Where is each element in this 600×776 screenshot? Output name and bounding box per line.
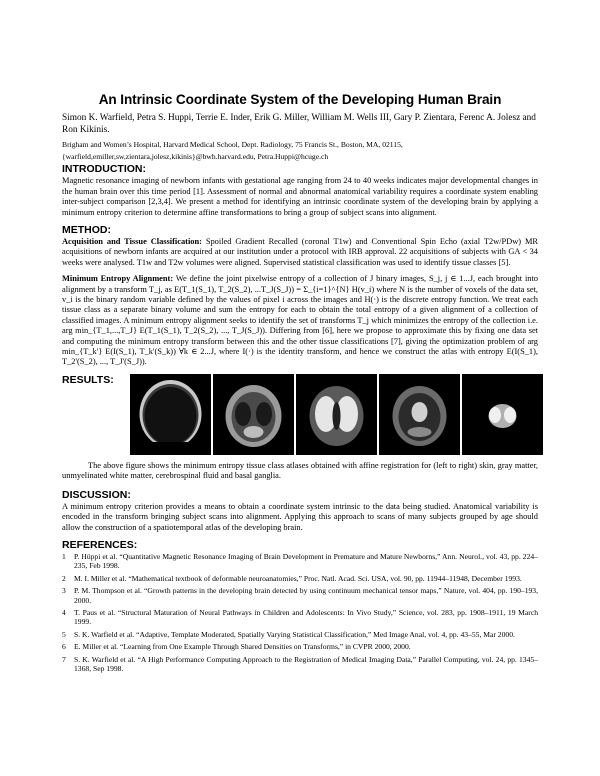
acquisition-paragraph	[62, 237, 538, 268]
results-heading: RESULTS:	[62, 373, 114, 386]
entropy-paragraph	[62, 274, 538, 368]
figure-caption: The above figure shows the minimum entropy tissue class atlases obtained with affine registration for (left to right) skin, gray matter, unmyelinated white matter, cerebrospinal fluid and basal ganglia.	[62, 460, 538, 481]
reference-item	[62, 574, 538, 583]
paper-title: An Intrinsic Coordinate System of the Developing Human Brain	[98, 92, 502, 107]
reference-item	[62, 586, 538, 605]
entropy-text: We define the joint pixelwise entropy of a collection of J binary images, S_j, j ∈ 1...J, each brought into alignment by a transform T_j, as E(T_1(S_1), T_2(S_2), ...T_J(S_J)) = Σ_{i=1}^{N} H(v_i) where N is the number of voxels of the data set, v_i is the binary random variable defined by the values of pixel i across the images and H(·) is the discrete entropy function. We treat each tissue class as a separate binary volume and sum the entropy for each to obtain the total entropy of a given alignment of a collection of classified images. A minimum entropy alignment seeks to identify the set of transforms T_j which minimizes the entropy of the collection i.e. arg min_{T_1,...,T_J} E(T_1(S_1), T_2(S_2), ..., T_J(S_J)). Differing from [6], here we propose to approximate this by fixing one data set and computing the minimum entropy transform between this and the other tissue classifications [7], giving the optimization problem of arg min_{T_k'} E(I(S_1), T_k'(S_k)) ∀k ∈ 2...J, where I(·) is the identity transform, and hence we construct the atlas with entropy E(I(S_1), T_2'(S_2), ..., T_J'(S_J)).	[62, 274, 538, 367]
entropy-lead: Minimum Entropy Alignment:	[62, 274, 174, 284]
reference-number: 2	[62, 573, 66, 583]
reference-text: T. Paus et al. “Structural Maturation of Neural Pathways in Children and Adolescents: In Vivo Study,” Science, vol. 283, pp. 1908–1911, 19 March 1999.	[74, 607, 538, 627]
gray-matter-atlas-image	[213, 374, 294, 455]
references-heading: REFERENCES:	[62, 538, 138, 551]
introduction-heading: INTRODUCTION:	[62, 163, 146, 176]
reference-item	[62, 608, 538, 627]
reference-text: E. Miller et al. “Learning from One Example Through Shared Densities on Transforms,” in CVPR 2000, 2000.	[74, 642, 411, 652]
white-matter-atlas-image	[296, 374, 377, 455]
email-list: {warfield,emiller,sw,zientara,jolesz,kikinis}@bwh.harvard.edu, Petra.Huppi@hcuge.ch	[62, 151, 329, 161]
acquisition-lead: Acquisition and Tissue Classification:	[62, 237, 202, 246]
reference-number: 5	[62, 629, 66, 639]
reference-item	[62, 642, 538, 651]
method-heading: METHOD:	[62, 224, 111, 236]
reference-item	[62, 552, 538, 571]
reference-number: 4	[62, 607, 66, 617]
reference-list	[62, 552, 538, 673]
skin-atlas-image	[130, 374, 211, 455]
author-list: Simon K. Warfield, Petra S. Huppi, Terrie E. Inder, Erik G. Miller, William M. Wells III, Gary P. Zientara, Ferenc A. Jolesz and Ron Kikinis.	[62, 113, 536, 135]
affiliation: Brigham and Women’s Hospital, Harvard Medical School, Dept. Radiology, 75 Francis St., Boston, MA, 02115,	[62, 140, 403, 150]
reference-item	[62, 655, 538, 674]
introduction-text: Magnetic resonance imaging of newborn infants with gestational age ranging from 24 to 40 weeks indicates major developmental changes in the human brain over this time period [1]. Assessment of normal and abnormal anatomical variability requires a coordinate system enabling inter-subject comparison [2,3,4]. We present a method for identifying an intrinsic coordinate system of the developing brain by applying a minimum entropy criterion to determine affine transformations to bring a group of subject scans into alignment.	[62, 176, 538, 217]
atlas-figure	[130, 374, 543, 455]
reference-number: 7	[62, 654, 66, 664]
reference-text: S. K. Warfield et al. “Adaptive, Template Moderated, Spatially Varying Statistical Classification,” Med Image Anal, vol. 4, pp. 43–55, Mar 2000.	[74, 629, 515, 639]
reference-text: P. Hüppi et al. “Quantitative Magnetic Resonance Imaging of Brain Development in Premature and Mature Newborns,” Ann. Neurol., vol. 43, pp. 224–235, Feb 1998.	[74, 551, 538, 571]
csf-atlas-image	[379, 374, 460, 455]
basal-ganglia-atlas-image	[462, 374, 543, 455]
reference-text: M. I. Miller et al. “Mathematical textbook of deformable neuroanatomies,” Proc. Natl. Acad. Sci. USA, vol. 90, pp. 11944–11948, December 1993.	[74, 573, 522, 583]
reference-text: P. M. Thompson et al. “Growth patterns in the developing brain detected by using continuum mechanical tensor maps,” Nature, vol. 404, pp. 190–193, 2000.	[74, 586, 538, 605]
paper-page	[62, 92, 538, 676]
reference-item	[62, 630, 538, 639]
results-row	[62, 374, 538, 455]
reference-number: 6	[62, 642, 66, 652]
reference-number: 1	[62, 551, 66, 561]
reference-number: 3	[62, 586, 66, 596]
discussion-heading: DISCUSSION:	[62, 488, 131, 501]
reference-text: S. K. Warfield et al. “A High Performance Computing Approach to the Registration of Medical Imaging Data,” Parallel Computing, vol. 24, pp. 1345–1368, Sep 1998.	[74, 654, 538, 673]
discussion-text: A minimum entropy criterion provides a means to obtain a coordinate system intrinsic to the data being studied. Anatomical variability is encoded in the transform bringing subject scans into alignment. Applying this approach to scans of many subjects grouped by age should allow the construction of a spatiotemporal atlas of the developing brain.	[62, 501, 538, 532]
acquisition-text: Spoiled Gradient Recalled (coronal T1w) and Conventional Spin Echo (axial T2w/PDw) MR acquisitions of newborn infants are acquired at our institution under a protocol with IRB approval. 22 acquisitions of subjects with GA < 34 weeks were analysed. T1w and T2w volumes were aligned. Supervised statistical classification was used to identify tissue classes [5].	[62, 237, 538, 267]
